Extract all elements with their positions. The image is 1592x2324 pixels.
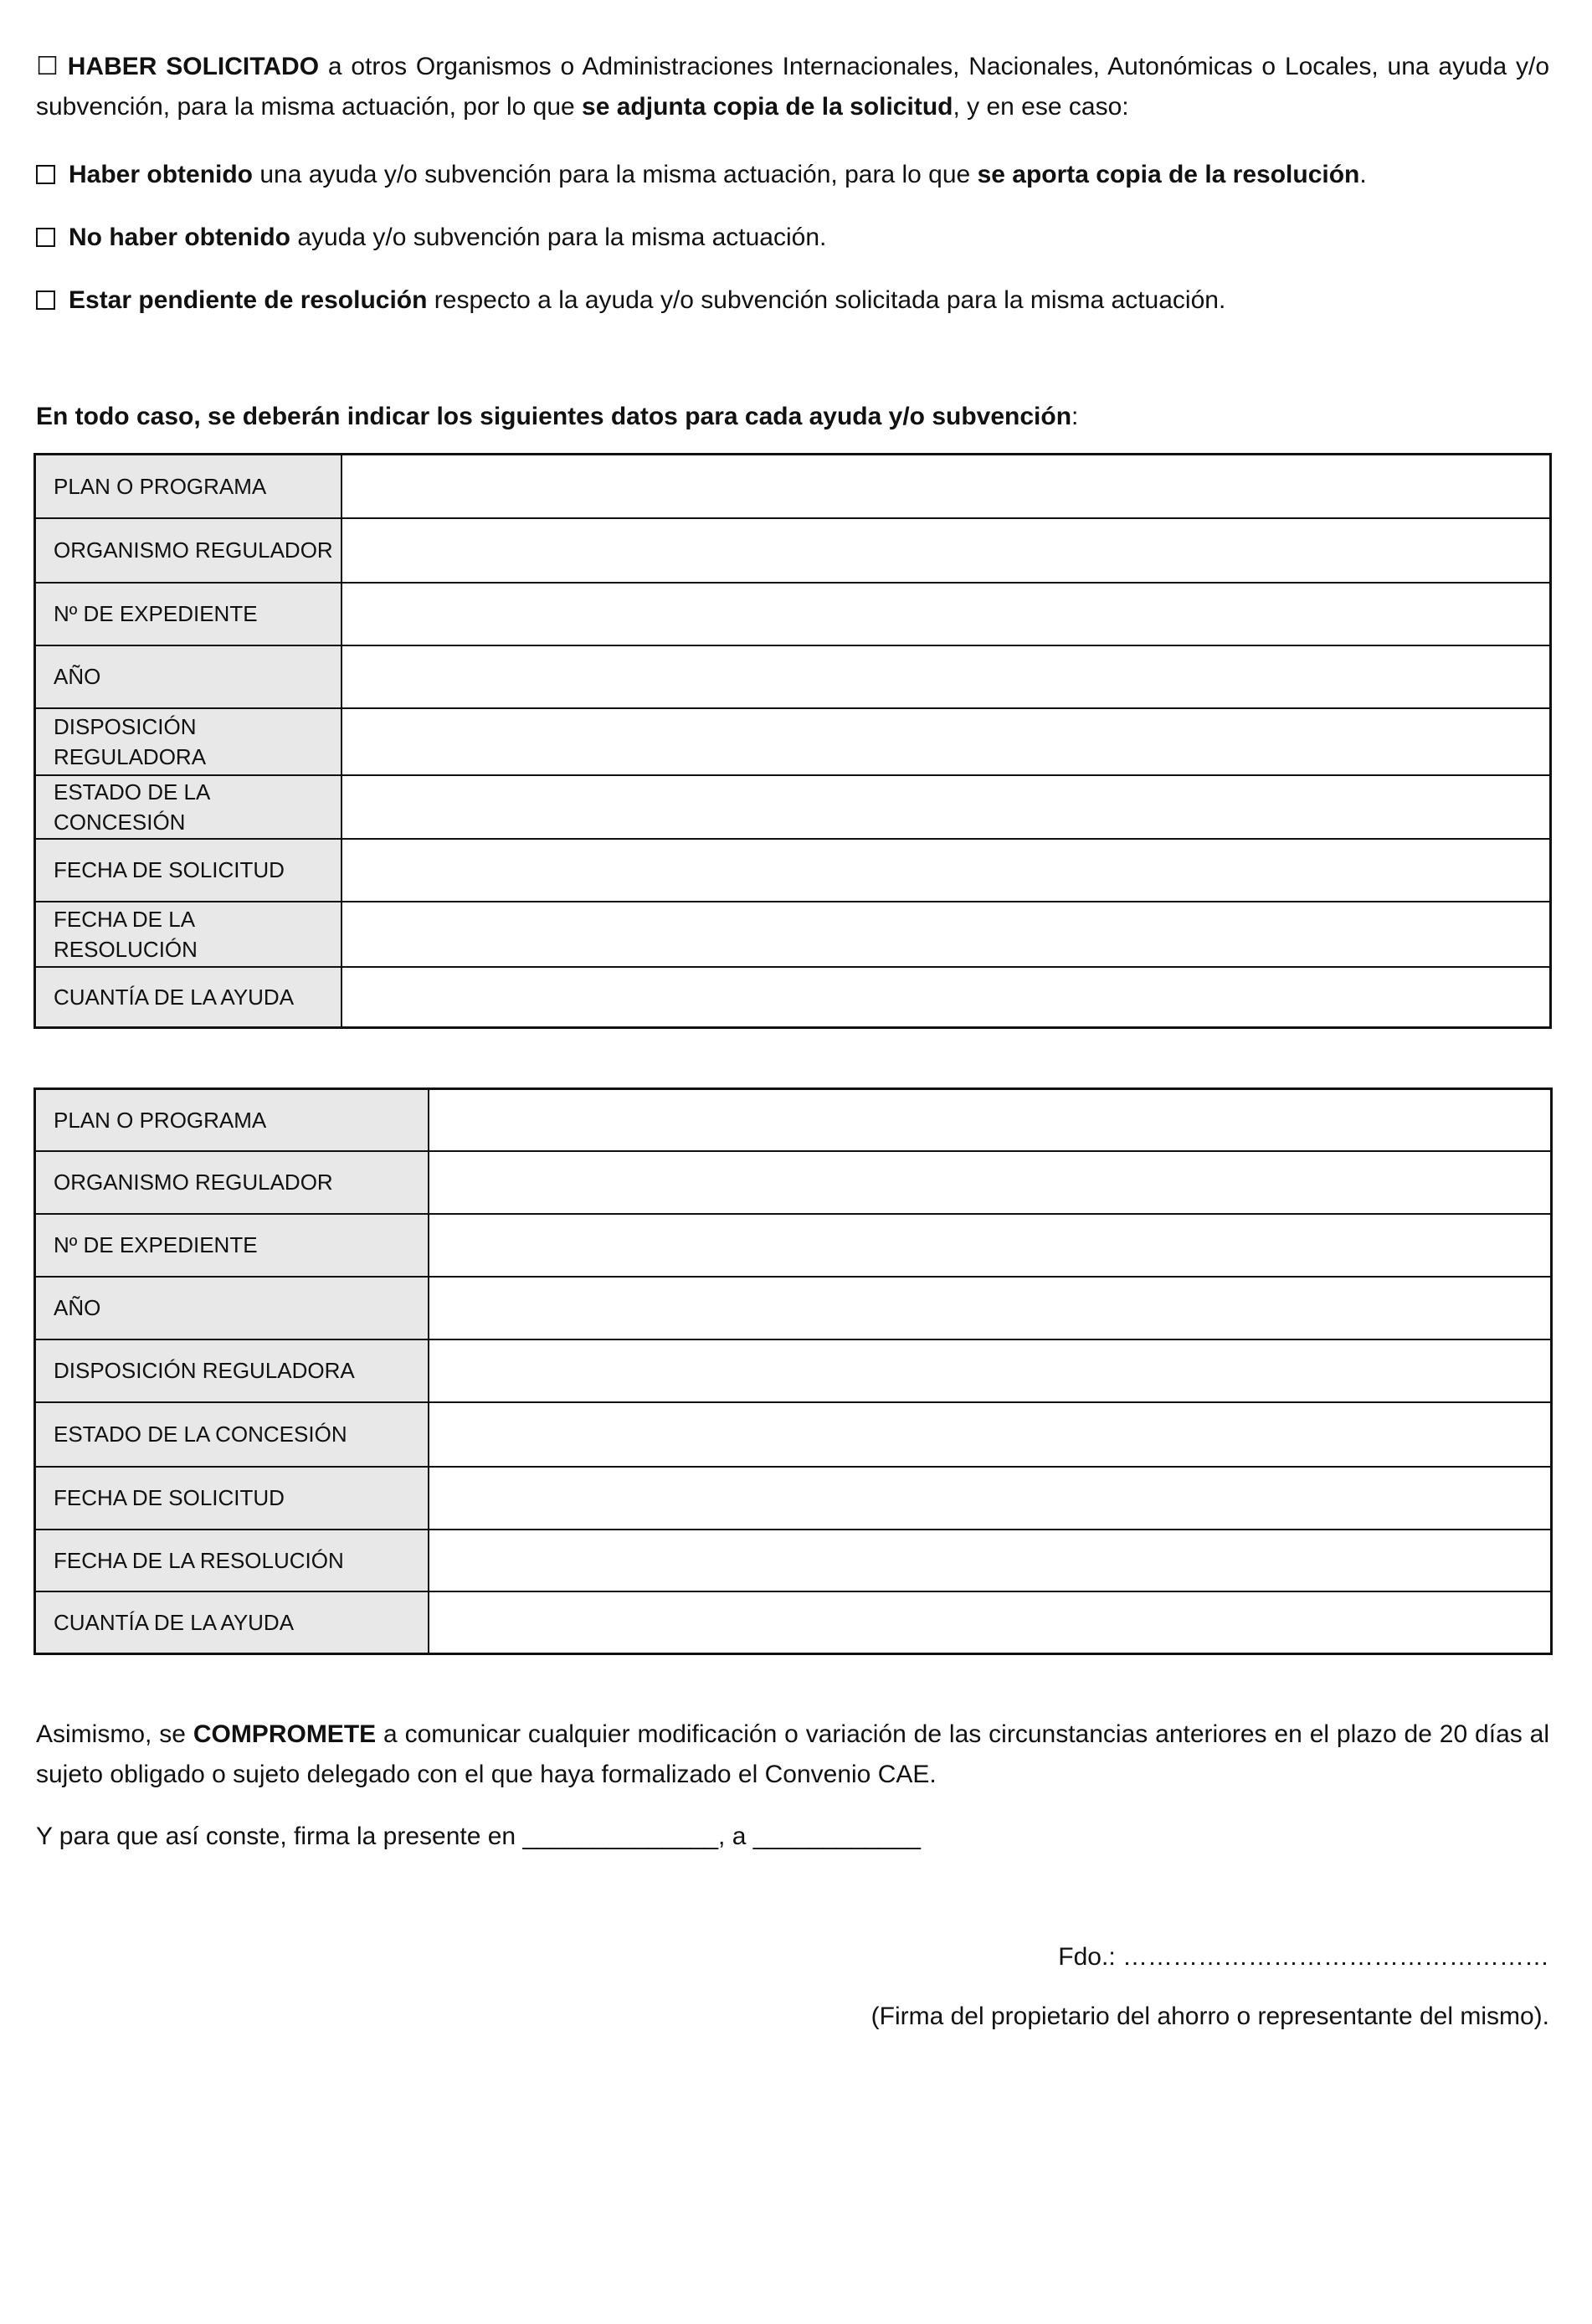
table-row — [35, 645, 1551, 708]
commitment-bold: COMPROMETE — [193, 1720, 377, 1748]
commitment-text-2: a comunicar cualquier modificación o variación de las circunstancias anteriores en el plazo de 20 días al sujeto obligado o sujeto delegado con el que haya formalizado el Convenio CAE. — [36, 1720, 1550, 1788]
fecha-resolucion-field[interactable] — [429, 1530, 1552, 1591]
option-bold: Estar pendiente de resolución — [69, 286, 428, 314]
plan-programa-field[interactable] — [342, 455, 1550, 518]
cuantia-ayuda-field[interactable] — [429, 1591, 1552, 1654]
intro-text-2: , y en ese caso: — [953, 93, 1129, 121]
row-label: ORGANISMO REGULADOR — [35, 1151, 429, 1214]
intro-bold-adjunta: se adjunta copia de la solicitud — [582, 93, 953, 121]
signature-note: (Firma del propietario del ahorro o representante del mismo). — [870, 2003, 1549, 2030]
table-row — [35, 775, 1551, 839]
aid-table-2 — [33, 1087, 1553, 1655]
option-text: ayuda y/o subvención para la misma actuación. — [290, 224, 827, 251]
row-label: FECHA DE LA RESOLUCIÓN — [35, 902, 342, 967]
estado-concesion-field[interactable] — [342, 775, 1550, 839]
estado-concesion-field[interactable] — [429, 1402, 1552, 1467]
row-label: ORGANISMO REGULADOR — [35, 518, 342, 583]
commitment-paragraph — [36, 1715, 1549, 1795]
disposicion-reguladora-field[interactable] — [342, 708, 1550, 775]
cuantia-ayuda-field[interactable] — [342, 967, 1550, 1028]
row-label: AÑO — [35, 645, 342, 708]
table-row — [35, 1214, 1552, 1277]
plan-programa-field[interactable] — [429, 1089, 1552, 1151]
table-row — [35, 455, 1551, 518]
table-row — [35, 1530, 1552, 1591]
checkbox-pendiente-resolucion[interactable] — [36, 290, 55, 310]
checkbox-haber-solicitado[interactable]: ☐ — [36, 53, 59, 80]
row-label: FECHA DE SOLICITUD — [35, 1467, 429, 1530]
row-label: FECHA DE SOLICITUD — [35, 839, 342, 902]
table-row — [35, 708, 1551, 775]
table-row — [35, 1089, 1552, 1151]
organismo-regulador-field[interactable] — [429, 1151, 1552, 1214]
intro-bold-haber-solicitado: HABER SOLICITADO — [67, 53, 320, 80]
row-label: PLAN O PROGRAMA — [35, 1089, 429, 1151]
signature-line[interactable]: Fdo.: …………………………………………… — [1058, 1943, 1549, 1971]
option-pendiente-resolucion — [36, 284, 1549, 317]
row-label: ESTADO DE LA CONCESIÓN — [35, 775, 342, 839]
table-row — [35, 583, 1551, 645]
fecha-solicitud-field[interactable] — [429, 1467, 1552, 1530]
disposicion-reguladora-field[interactable] — [429, 1339, 1552, 1402]
option-text: una ayuda y/o subvención para la misma actuación, para lo que — [253, 161, 978, 188]
row-label: AÑO — [35, 1277, 429, 1339]
table-row — [35, 967, 1551, 1028]
table-row — [35, 518, 1551, 583]
organismo-regulador-field[interactable] — [342, 518, 1550, 583]
row-label: Nº DE EXPEDIENTE — [35, 1214, 429, 1277]
table-row — [35, 902, 1551, 967]
option-text: respecto a la ayuda y/o subvención solicitada para la misma actuación. — [427, 286, 1226, 314]
sign-place-date-line[interactable]: Y para que así conste, firma la presente en ______________, a ____________ — [36, 1823, 921, 1850]
table-row — [35, 1467, 1552, 1530]
row-label: DISPOSICIÓN REGULADORA — [35, 1339, 429, 1402]
option-haber-obtenido — [36, 158, 1549, 192]
row-label: ESTADO DE LA CONCESIÓN — [35, 1402, 429, 1467]
table-row — [35, 839, 1551, 902]
checkbox-no-haber-obtenido[interactable] — [36, 228, 55, 247]
intro-paragraph — [36, 47, 1549, 127]
table-row — [35, 1402, 1552, 1467]
aid-table-1 — [33, 453, 1552, 1029]
option-no-haber-obtenido — [36, 221, 1549, 255]
option-bold: Haber obtenido — [69, 161, 254, 188]
expediente-field[interactable] — [342, 583, 1550, 645]
anio-field[interactable] — [342, 645, 1550, 708]
row-label: FECHA DE LA RESOLUCIÓN — [35, 1530, 429, 1591]
table-row — [35, 1151, 1552, 1214]
row-label: CUANTÍA DE LA AYUDA — [35, 967, 342, 1028]
fecha-solicitud-field[interactable] — [342, 839, 1550, 902]
row-label: Nº DE EXPEDIENTE — [35, 583, 342, 645]
row-label: PLAN O PROGRAMA — [35, 455, 342, 518]
row-label: CUANTÍA DE LA AYUDA — [35, 1591, 429, 1654]
instruction-bold: En todo caso, se deberán indicar los siguientes datos para cada ayuda y/o subvención — [36, 403, 1072, 430]
instruction-text: : — [1071, 403, 1079, 430]
expediente-field[interactable] — [429, 1214, 1552, 1277]
table-row — [35, 1277, 1552, 1339]
intro-text-1: a otros Organismos o Administraciones Internacionales, Nacionales, Autonómicas o Locales, una ayuda y/o subvención, para la misma actuación, por lo que — [36, 53, 1549, 121]
option-text-2: . — [1359, 161, 1367, 188]
commitment-text-1: Asimismo, se — [36, 1720, 193, 1748]
row-label: DISPOSICIÓN REGULADORA — [35, 708, 342, 775]
anio-field[interactable] — [429, 1277, 1552, 1339]
option-bold-2: se aporta copia de la resolución — [977, 161, 1360, 188]
option-bold: No haber obtenido — [69, 224, 290, 251]
table-row — [35, 1339, 1552, 1402]
instruction-line — [36, 400, 1549, 434]
checkbox-haber-obtenido[interactable] — [36, 165, 55, 184]
fecha-resolucion-field[interactable] — [342, 902, 1550, 967]
table-row — [35, 1591, 1552, 1654]
